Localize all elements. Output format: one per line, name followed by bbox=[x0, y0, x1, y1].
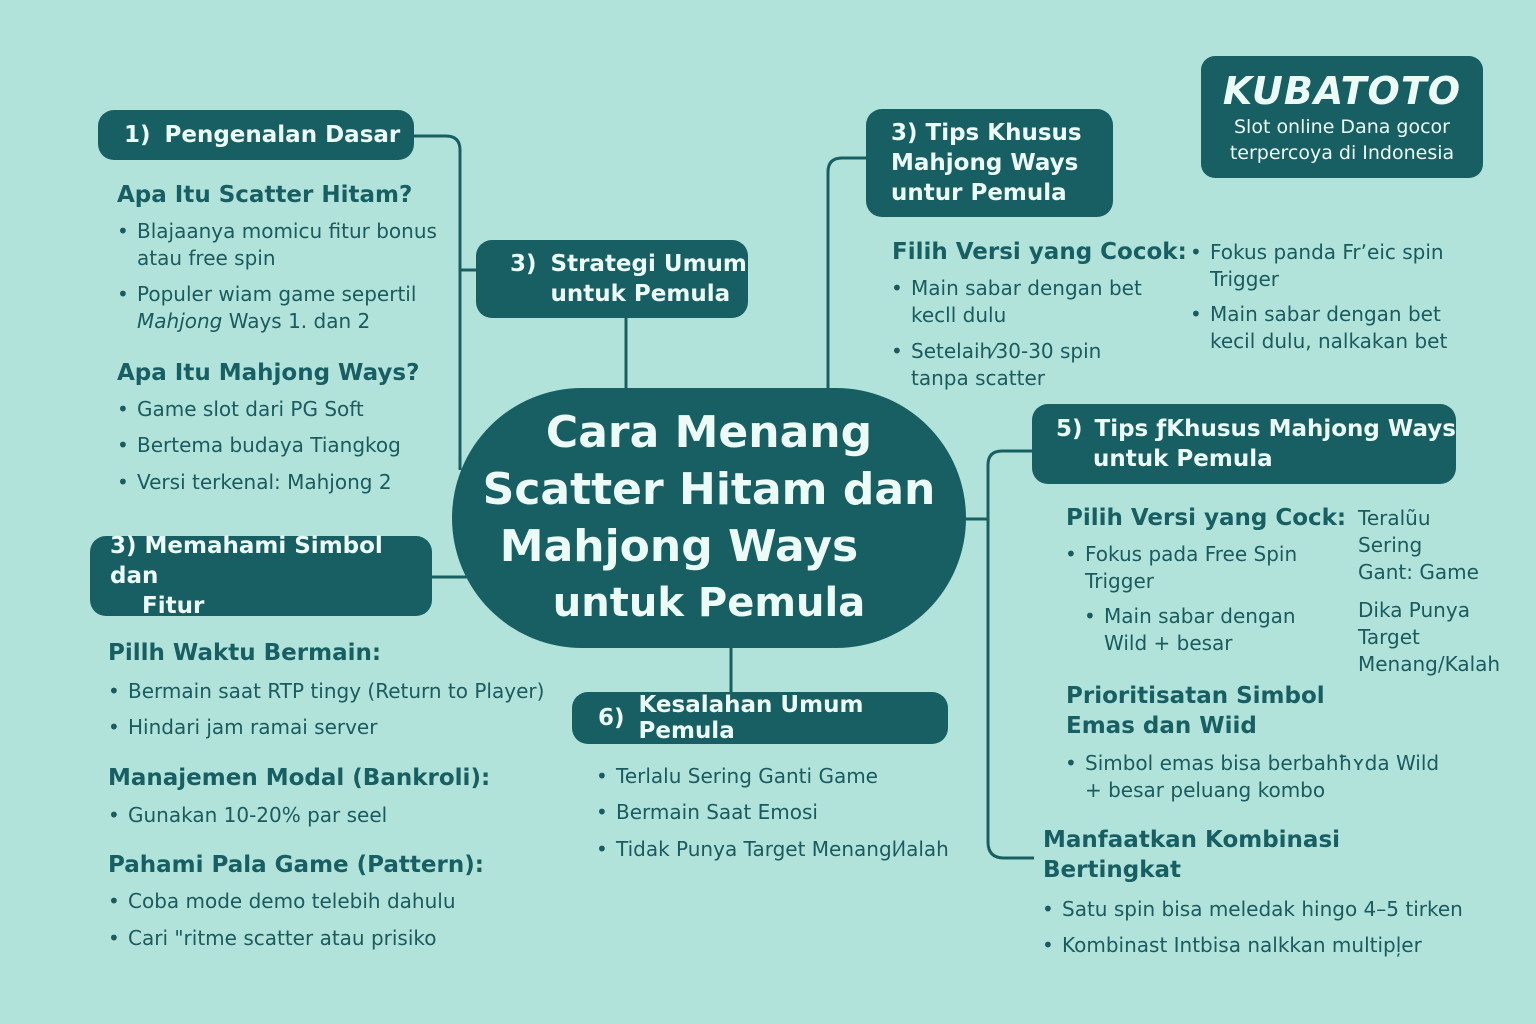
bullet-line: • Main sabar dengan bet bbox=[911, 276, 1142, 300]
bullet-item bbox=[911, 275, 1142, 329]
brand-tagline-2: terpercoya di Indonesia bbox=[1229, 142, 1455, 164]
center-title-line-2: Scatter Hitam dan bbox=[482, 464, 936, 515]
node-number: 6) bbox=[598, 705, 625, 731]
heading-pilih-versi: Pilih Versi yang Cock: bbox=[1066, 505, 1347, 531]
heading-scatter-hitam: Apa Itu Scatter Hitam? bbox=[117, 182, 413, 208]
side-note-1 bbox=[1358, 505, 1479, 586]
bullet-line: • Main sabar dengan bbox=[1104, 604, 1296, 628]
bullet-line: kecll dulu bbox=[911, 303, 1007, 327]
node-label-line-2: untuk Pemula bbox=[550, 281, 731, 307]
center-title-line-3: Mahjong Ways bbox=[499, 521, 859, 572]
node-label-line-1: Memahami Simbol dan bbox=[110, 533, 383, 589]
node-label: Pengenalan Dasar bbox=[164, 122, 401, 148]
bullet-item: • Kombinast Intbisa nalkkan multipļer bbox=[1062, 932, 1422, 959]
bullet-item bbox=[1210, 301, 1447, 355]
bullet-item: • Game slot dari PG Soft bbox=[137, 396, 364, 423]
node-number: 1) bbox=[124, 122, 151, 148]
heading-line: Bertingkat bbox=[1043, 857, 1181, 883]
bullet-item bbox=[911, 338, 1101, 392]
bullet-item: • Cari "ritme scatter atau prisiko bbox=[128, 925, 437, 952]
bullet-item: • Bermain saat RTP tingy (Return to Player) bbox=[128, 678, 544, 705]
heading-manajemen-modal: Manajemen Modal (Bankroli): bbox=[108, 765, 491, 791]
heading-waktu-bermain: Pillh Waktu Bermain: bbox=[108, 640, 382, 666]
node-label-line-2: Fitur bbox=[142, 593, 205, 619]
bullet-item: • Gunakan 10-20% par seel bbox=[128, 802, 387, 829]
side-note-2 bbox=[1358, 597, 1500, 678]
bullet-line: • Simbol emas bisa berbahħʏda Wild bbox=[1085, 751, 1440, 775]
bullet-line: • Fokus pada Free Spin bbox=[1085, 542, 1298, 566]
node-number: 5) bbox=[1056, 416, 1083, 442]
bullet-text: Ways 1. dan 2 bbox=[222, 309, 371, 333]
bullet-item bbox=[1085, 541, 1297, 595]
center-title-line-1: Cara Menang bbox=[545, 407, 873, 458]
bullet-item bbox=[1104, 603, 1296, 657]
bullet-line: + besar peluang kombo bbox=[1085, 778, 1326, 802]
node-label-line-2: Mahjong Ways bbox=[891, 150, 1079, 176]
brand-tagline-1: Slot online Dana gocor bbox=[1233, 116, 1450, 138]
heading-line: Prioritisatan Simbol bbox=[1066, 683, 1325, 709]
bullet-item: • Satu spin bisa meledak hingo 4–5 tirken bbox=[1062, 896, 1463, 923]
bullet-line bbox=[137, 308, 416, 335]
node-number: 3) bbox=[110, 533, 137, 559]
node-number: 3) bbox=[510, 251, 537, 277]
heading-filih-versi: Filih Versi yang Cocok: bbox=[892, 239, 1187, 265]
heading-prioritas-simbol bbox=[1066, 681, 1325, 741]
bullet-item: • Bertema budaya Tiangkog bbox=[137, 432, 401, 459]
bullet-item bbox=[1210, 239, 1444, 293]
bullet-line: Wild + besar bbox=[1104, 631, 1233, 655]
bullet-line: atau free spin bbox=[137, 246, 276, 270]
bullet-line: • Fokus panda Frʼeic spin bbox=[1210, 240, 1444, 264]
bullet-line: • Setelaih⁄30-30 spin bbox=[911, 339, 1102, 363]
node-number: 3) bbox=[891, 120, 918, 146]
bullet-item: • Versi terkenal: Mahjong 2 bbox=[137, 469, 392, 496]
node-label-line-1: Tips ƒKhusus Mahjong Ways bbox=[1094, 416, 1456, 442]
heading-line: Manfaatkan Kombinasi bbox=[1043, 827, 1341, 853]
bullet-item bbox=[1085, 750, 1439, 804]
node-strategi-umum bbox=[476, 240, 748, 318]
center-title-node bbox=[452, 388, 966, 648]
node-label: Kesalahan Umum Pemula bbox=[638, 692, 864, 744]
bullet-item: • Coba mode demo telebih dahulu bbox=[128, 888, 456, 915]
side-note-line: Dika Punya bbox=[1358, 598, 1470, 622]
heading-line: Emas dan Wiid bbox=[1066, 713, 1257, 739]
brand-logo-box bbox=[1201, 56, 1483, 178]
brand-name: KUBATOTO bbox=[1222, 69, 1462, 113]
bullet-italic: Mahjong bbox=[137, 309, 223, 333]
side-note-line: Teralũu bbox=[1358, 506, 1431, 530]
bullet-item: • Terlalu Sering Ganti Game bbox=[616, 763, 878, 790]
bullet-line: Trigger bbox=[1210, 267, 1279, 291]
bullet-line: tanpa scatter bbox=[911, 366, 1045, 390]
node-tips-khusus-top bbox=[866, 109, 1113, 217]
heading-pola-game: Pahami Pala Game (Pattern): bbox=[108, 852, 484, 878]
node-tips-khusus-right bbox=[1032, 404, 1456, 484]
bullet-item: • Hindari jam ramai server bbox=[128, 714, 377, 741]
bullet-line: kecil dulu, nalkakan bet bbox=[1210, 329, 1448, 353]
side-note-line: Target bbox=[1358, 625, 1420, 649]
node-label-line-2: untuk Pemula bbox=[1093, 446, 1273, 472]
heading-manfaatkan-kombinasi bbox=[1043, 825, 1340, 885]
side-note-line: Gant: Game bbox=[1358, 560, 1479, 584]
bullet-line: • Blajaanya momicu fitur bonus bbox=[137, 219, 437, 243]
connector-tips-top bbox=[828, 158, 866, 390]
node-pengenalan-dasar bbox=[98, 110, 414, 160]
bullet-item: • Bermain Saat Emosi bbox=[616, 799, 818, 826]
node-label-line-1: Strategi Umum bbox=[550, 251, 747, 277]
bullet-item bbox=[137, 218, 437, 272]
heading-mahjong-ways: Apa Itu Mahjong Ways? bbox=[117, 360, 420, 386]
node-memahami-simbol bbox=[90, 533, 432, 619]
bullet-line: • Populer wiam game sepertil bbox=[137, 282, 417, 306]
bullet-item bbox=[137, 281, 416, 335]
node-label-line-3: untur Pemula bbox=[891, 180, 1067, 206]
center-title-line-4: untuk Pemula bbox=[552, 580, 866, 626]
side-note-line: Menang/Kalah bbox=[1358, 652, 1501, 676]
connector-manfaatkan bbox=[988, 519, 1034, 858]
bullet-line: Trigger bbox=[1085, 569, 1154, 593]
bullet-item: • Tidak Punya Target Menangl⁄lalah bbox=[616, 836, 949, 863]
connector-pengenalan bbox=[414, 136, 460, 470]
node-kesalahan-umum bbox=[572, 692, 948, 744]
bullet-line: • Main sabar dengan bet bbox=[1210, 302, 1441, 326]
connector-tips-right bbox=[966, 451, 1034, 519]
side-note-line: Sering bbox=[1358, 533, 1423, 557]
node-label-line-1: Tips Khusus bbox=[925, 120, 1082, 146]
